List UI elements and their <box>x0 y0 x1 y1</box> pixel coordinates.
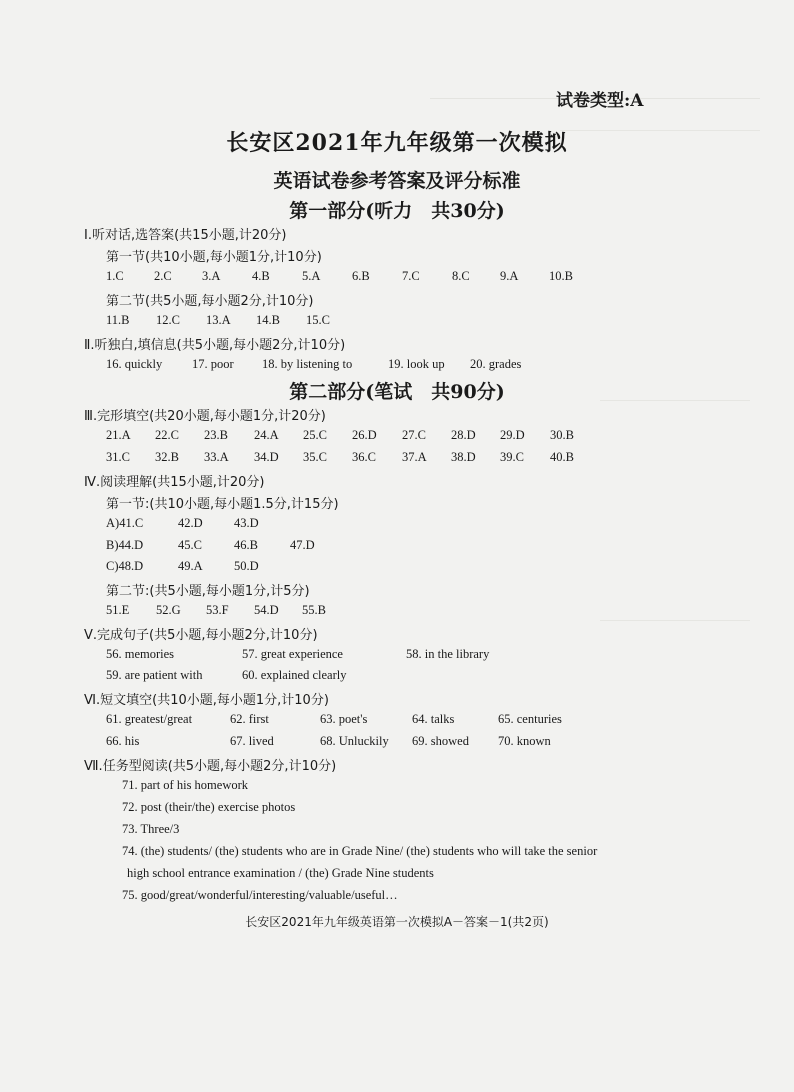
answer-row <box>106 538 706 554</box>
section-7-label: Ⅶ.任务型阅读(共5小题,每小题2分,计10分) <box>84 759 337 774</box>
answer-item: 27.C <box>402 428 426 442</box>
answer-row <box>106 559 706 575</box>
answer-item: 54.D <box>254 603 279 617</box>
answer-item: 2.C <box>154 269 172 283</box>
paper-type-label: 试卷类型:A <box>556 91 644 111</box>
answer-72: 72. post (their/the) exercise photos <box>122 800 296 814</box>
answer-item: 22.C <box>155 428 179 442</box>
answer-item: 18. by listening to <box>262 357 353 371</box>
answer-item: 29.D <box>500 428 525 442</box>
answer-item: 12.C <box>156 313 180 327</box>
answer-row <box>106 668 706 684</box>
answer-item: 3.A <box>202 269 221 283</box>
answer-item: 33.A <box>204 450 229 464</box>
section-4-sub2: 第二节:(共5小题,每小题1分,计5分) <box>106 584 310 599</box>
answer-item: 58. in the library <box>406 647 490 661</box>
section-4-label: Ⅳ.阅读理解(共15小题,计20分) <box>84 475 265 490</box>
answer-item: 19. look up <box>388 357 445 371</box>
answer-item: 31.C <box>106 450 130 464</box>
answer-item: 5.A <box>302 269 321 283</box>
answer-item: 69. showed <box>412 734 469 748</box>
answer-item: 60. explained clearly <box>242 668 347 682</box>
answer-item: 13.A <box>206 313 231 327</box>
answer-item: 51.E <box>106 603 130 617</box>
answer-item: 10.B <box>549 269 573 283</box>
answer-row <box>106 603 706 619</box>
answer-item: 68. Unluckily <box>320 734 389 748</box>
answer-item: 8.C <box>452 269 470 283</box>
answer-item: 21.A <box>106 428 131 442</box>
answer-item: 1.C <box>106 269 124 283</box>
answer-item: 62. first <box>230 712 269 726</box>
answer-item: 64. talks <box>412 712 455 726</box>
answer-item: 35.C <box>303 450 327 464</box>
section-1-sub2: 第二节(共5小题,每小题2分,计10分) <box>106 294 314 309</box>
answer-item: B)44.D <box>106 538 144 552</box>
answer-item: 9.A <box>500 269 519 283</box>
answer-item: 6.B <box>352 269 370 283</box>
answer-item: 30.B <box>550 428 574 442</box>
answer-item: 26.D <box>352 428 377 442</box>
section-2-label: Ⅱ.听独白,填信息(共5小题,每小题2分,计10分) <box>84 338 346 353</box>
answer-item: 65. centuries <box>498 712 562 726</box>
answer-item: 49.A <box>178 559 203 573</box>
answer-row <box>106 428 706 444</box>
answer-item: 47.D <box>290 538 315 552</box>
answer-item: 32.B <box>155 450 179 464</box>
answer-item: 36.C <box>352 450 376 464</box>
answer-item: 43.D <box>234 516 259 530</box>
answer-item: 42.D <box>178 516 203 530</box>
answer-item: 39.C <box>500 450 524 464</box>
section-3-label: Ⅲ.完形填空(共20小题,每小题1分,计20分) <box>84 409 326 424</box>
answer-item: 67. lived <box>230 734 274 748</box>
answer-item: 34.D <box>254 450 279 464</box>
page-footer: 长安区2021年九年级英语第一次模拟A－答案－1(共2页) <box>245 915 549 929</box>
section-1-sub1: 第一节(共10小题,每小题1分,计10分) <box>106 250 322 265</box>
answer-item: 23.B <box>204 428 228 442</box>
answer-row <box>106 313 706 329</box>
answer-item: 56. memories <box>106 647 175 661</box>
answer-row <box>106 357 706 373</box>
answer-item: 50.D <box>234 559 259 573</box>
page-title: 长安区2021年九年级第一次模拟 <box>226 130 568 156</box>
answer-75: 75. good/great/wonderful/interesting/valuable/useful… <box>122 888 398 902</box>
answer-row <box>106 450 706 466</box>
answer-row <box>106 516 706 532</box>
section-6-label: Ⅵ.短文填空(共10小题,每小题1分,计10分) <box>84 693 329 708</box>
answer-71: 71. part of his homework <box>122 778 249 792</box>
answer-item: 55.B <box>302 603 326 617</box>
answer-row <box>106 712 706 728</box>
answer-item: 59. are patient with <box>106 668 203 682</box>
answer-item: 14.B <box>256 313 280 327</box>
answer-item: 46.B <box>234 538 258 552</box>
section-5-label: Ⅴ.完成句子(共5小题,每小题2分,计10分) <box>84 628 318 643</box>
answer-item: 53.F <box>206 603 229 617</box>
answer-item: C)48.D <box>106 559 144 573</box>
page-subtitle: 英语试卷参考答案及评分标准 <box>273 170 521 192</box>
answer-item: A)41.C <box>106 516 144 530</box>
answer-item: 52.G <box>156 603 181 617</box>
answer-item: 38.D <box>451 450 476 464</box>
answer-item: 45.C <box>178 538 202 552</box>
answer-item: 16. quickly <box>106 357 163 371</box>
answer-item: 15.C <box>306 313 330 327</box>
answer-row <box>106 734 706 750</box>
answer-item: 70. known <box>498 734 551 748</box>
answer-item: 28.D <box>451 428 476 442</box>
answer-item: 40.B <box>550 450 574 464</box>
answer-item: 57. great experience <box>242 647 343 661</box>
answer-item: 20. grades <box>470 357 522 371</box>
answer-74: 74. (the) students/ (the) students who are in Grade Nine/ (the) students who will take the senior <box>122 844 598 858</box>
section-1-label: Ⅰ.听对话,选答案(共15小题,计20分) <box>84 228 287 243</box>
answer-item: 17. poor <box>192 357 234 371</box>
answer-item: 4.B <box>252 269 270 283</box>
answer-row <box>106 647 706 663</box>
answer-item: 25.C <box>303 428 327 442</box>
bleed-through-mark <box>600 620 750 631</box>
answer-74-cont: high school entrance examination / (the) Grade Nine students <box>127 866 434 880</box>
section-4-sub1: 第一节:(共10小题,每小题1.5分,计15分) <box>106 497 339 512</box>
answer-item: 24.A <box>254 428 279 442</box>
answer-row <box>106 269 706 285</box>
answer-item: 63. poet's <box>320 712 368 726</box>
answer-item: 37.A <box>402 450 427 464</box>
answer-item: 11.B <box>106 313 130 327</box>
answer-item: 61. greatest/great <box>106 712 193 726</box>
part1-heading: 第一部分(听力 共30分) <box>289 200 505 222</box>
answer-73: 73. Three/3 <box>122 822 180 836</box>
part2-heading: 第二部分(笔试 共90分) <box>289 381 505 403</box>
answer-item: 66. his <box>106 734 140 748</box>
answer-item: 7.C <box>402 269 420 283</box>
